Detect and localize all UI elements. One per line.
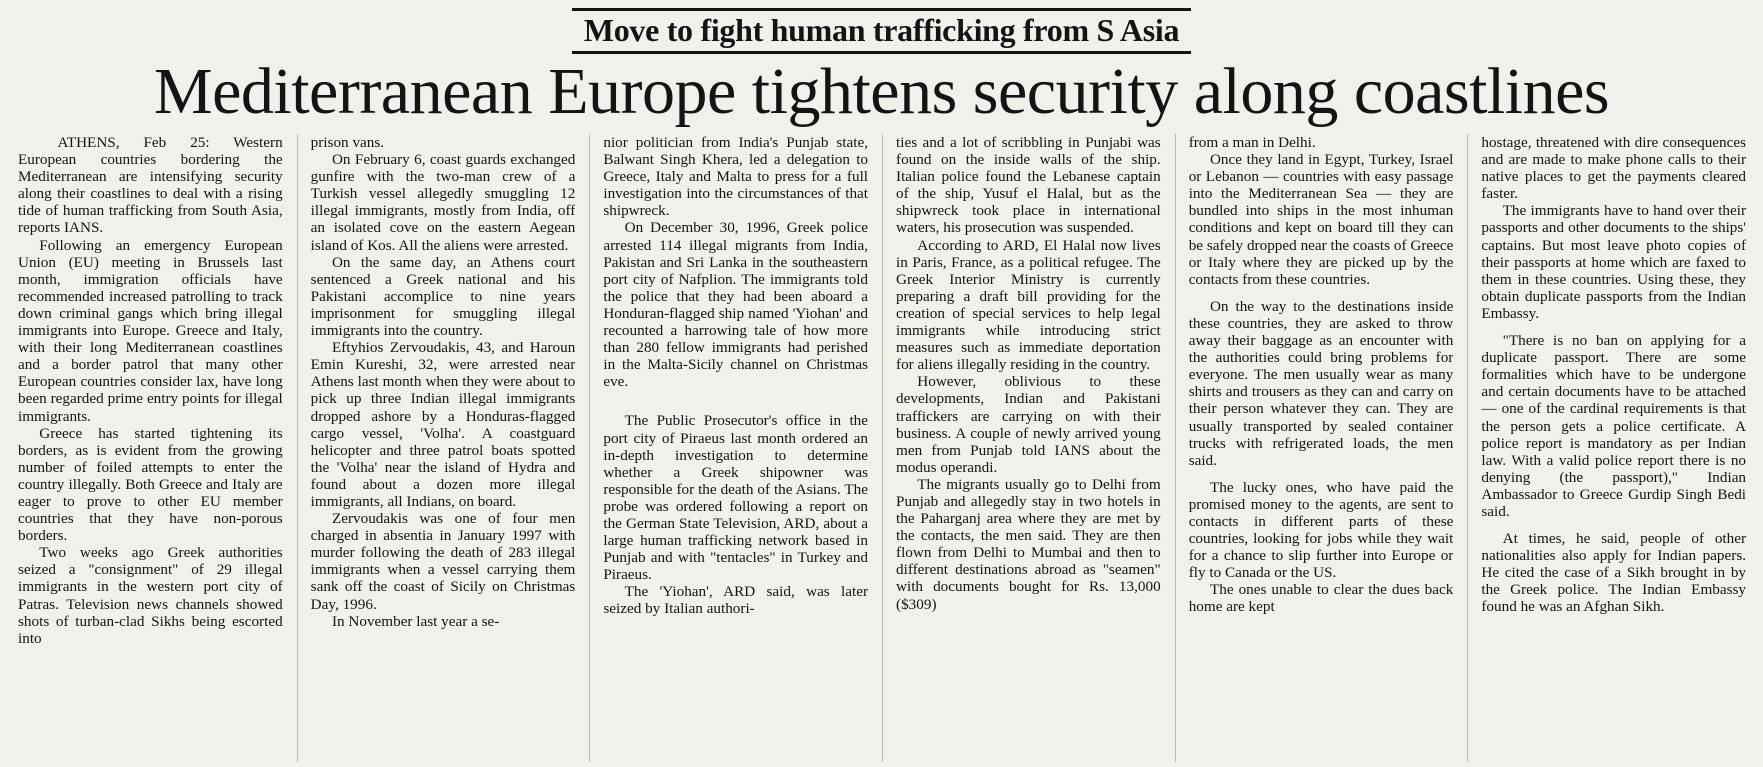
paragraph: According to ARD, El Halal now lives in Paris, France, as a political refugee. The Greek Interior Ministry is currently preparing a draft bill providing for the creation of special services to help legal immigrants while introducing strict measures such as immediate deportation for aliens illegally residing in the country. — [896, 236, 1161, 374]
paragraph: The migrants usually go to Delhi from Punjab and allegedly stay in two hotels in the Paharganj area where they are met by the contacts, the men said. They are then flown from Delhi to Mumbai and then to different destinations abroad as "seamen" with documents bought for Rs. 13,000 ($309) — [896, 475, 1161, 613]
paragraph: nior politician from India's Punjab state, Balwant Singh Khera, led a delegation to Greece, Italy and Malta to press for a full investigation into the circumstances of that shipwreck. — [603, 134, 869, 220]
article-column-3 — [589, 134, 868, 762]
article-column-6 — [1467, 134, 1746, 762]
paragraph: from a man in Delhi. — [1188, 134, 1316, 151]
article-column-1 — [18, 134, 283, 762]
paragraph: The lucky ones, who have paid the promised money to the agents, are sent to contacts in different parts of these countries, looking for jobs while they wait for a chance to slip further into Europe or fly to Canada or the US. — [1188, 478, 1454, 582]
main-headline: Mediterranean Europe tightens security along coastlines — [153, 55, 1610, 128]
paragraph: Two weeks ago Greek authorities seized a "consignment" of 29 illegal immigrants in the western port city of Patras. Television news channels showed shots of turban-clad Sikhs being escorted into — [18, 544, 283, 647]
article-columns — [18, 134, 1746, 762]
paragraph: At times, he said, people of other nationalities also apply for Indian papers. He cited the case of a Sikh brought in by the Greek police. The Indian Embassy found he was an Afghan Sikh. — [1481, 530, 1747, 616]
article-column-5 — [1175, 134, 1454, 762]
article-column-4 — [882, 134, 1161, 762]
paragraph: On the way to the destinations inside these countries, they are asked to throw away their baggage as an encounter with the authorities could bring problems for everyone. The men usually wear as many shirts and trousers as they can and carry on their person whatever they can. They are usually transported by sealed container trucks with refrigerated loads, the men said. — [1188, 297, 1454, 469]
paragraph: ATHENS, Feb 25: Western European countries bordering the Mediterranean are intensifying security along their coastlines to deal with a rising tide of human trafficking from South Asia, reports IANS. — [18, 134, 283, 237]
paragraph: Greece has started tightening its borders, as is evident from the growing number of foiled attempts to enter the country illegally. Both Greece and Italy are eager to prove to other EU member countries that they have non-porous borders. — [18, 424, 283, 545]
paragraph: "There is no ban on applying for a duplicate passport. There are some formalities which have to be undergone and certain documents have to be attached — one of the cardinal requirements is that the person gets a police certificate. A police report is mandatory as per Indian law. With a valid police report there is no denying (the passport)," Indian Ambassador to Greece Gurdip Singh Bedi said. — [1481, 332, 1747, 520]
paragraph: The immigrants have to hand over their passports and other documents to the ships' captains. But most leave photo copies of their passports at home which are faxed to them in these countries. Using these, they obtain duplicate passports from the Indian Embassy. — [1481, 202, 1747, 322]
paragraph: Once they land in Egypt, Turkey, Israel or Lebanon — countries with easy passage into the Mediterranean Sea — they are bundled into ships in the most inhuman conditions and kept on board till they can be safely dropped near the coasts of Greece or Italy where they are picked up by the contacts from these countries. — [1188, 151, 1454, 288]
paragraph: In November last year a se- — [331, 612, 500, 630]
kicker-headline: Move to fight human trafficking from S Asia — [572, 8, 1191, 54]
paragraph: On December 30, 1996, Greek police arrested 114 illegal migrants from India, Pakistan and Sri Lanka in the southeastern port city of Nafplion. The immigrants told the police that they had been aboard a Honduran-flagged ship named 'Yiohan' and recounted a harrowing tale of how more than 280 fellow immigrants had perished in the Malta-Sicily channel on Christmas eve. — [603, 219, 869, 391]
paragraph: prison vans. — [310, 134, 385, 151]
paragraph: The Public Prosecutor's office in the port city of Piraeus last month ordered an in-depth investigation to determine whether a Greek shipowner was responsible for the death of the Asians. The probe was ordered following a report on the German State Television, ARD, about a large human trafficking network based in Punjab and with "tentacles" in Turkey and Piraeus. — [603, 412, 869, 584]
paragraph: ties and a lot of scribbling in Punjabi was found on the inside walls of the ship. Italian police found the Lebanese captain of the ship, Yusuf el Halal, but as the shipwreck took place in international waters, his prosecution was suspended. — [896, 134, 1161, 237]
paragraph: Eftyhios Zervoudakis, 43, and Haroun Emin Kureshi, 32, were arrested near Athens last month when they were about to pick up three Indian illegal immigrants dropped ashore by a Honduras-flagged cargo vessel, 'Volha'. A coastguard helicopter and three patrol boats spotted the 'Volha' near the island of Hydra and found about a dozen more illegal immigrants, all Indians, on board. — [310, 339, 576, 510]
paragraph: The 'Yiohan', ARD said, was later seized by Italian authori- — [603, 583, 869, 618]
kicker-container — [0, 8, 1763, 54]
article-column-2 — [297, 134, 576, 762]
paragraph: The ones unable to clear the dues back home are kept — [1188, 581, 1454, 616]
paragraph: On the same day, an Athens court sentenced a Greek national and his Pakistani accomplice to nine years imprisonment for smuggling illegal immigrants into the country. — [310, 253, 576, 340]
paragraph: hostage, threatened with dire consequences and are made to make phone calls to their native places to get the payments cleared faster. — [1481, 134, 1747, 203]
paragraph: Following an emergency European Union (EU) meeting in Brussels last month, immigration officials have recommended increased patrolling to track down criminal gangs which bring illegal immigrants into Europe. Greece and Italy, with their long Mediterranean coastlines and a border patrol that many other European countries consider lax, have long been regarded prime entry points for illegal immigrants. — [18, 236, 283, 425]
paragraph: Zervoudakis was one of four men charged in absentia in January 1997 with murder following the death of 283 illegal immigrants when a vessel carrying them sank off the coast of Sicily on Christmas Day, 1996. — [310, 510, 576, 613]
paragraph: However, oblivious to these developments, Indian and Pakistani traffickers are carrying on with their business. A couple of newly arrived young men from Punjab told IANS about the modus operandi. — [896, 373, 1161, 476]
paragraph: On February 6, coast guards exchanged gunfire with the two-man crew of a Turkish vessel allegedly smuggling 12 illegal immigrants, mostly from India, off an isolated cove on the eastern Aegean island of Kos. All the aliens were arrested. — [310, 151, 576, 254]
